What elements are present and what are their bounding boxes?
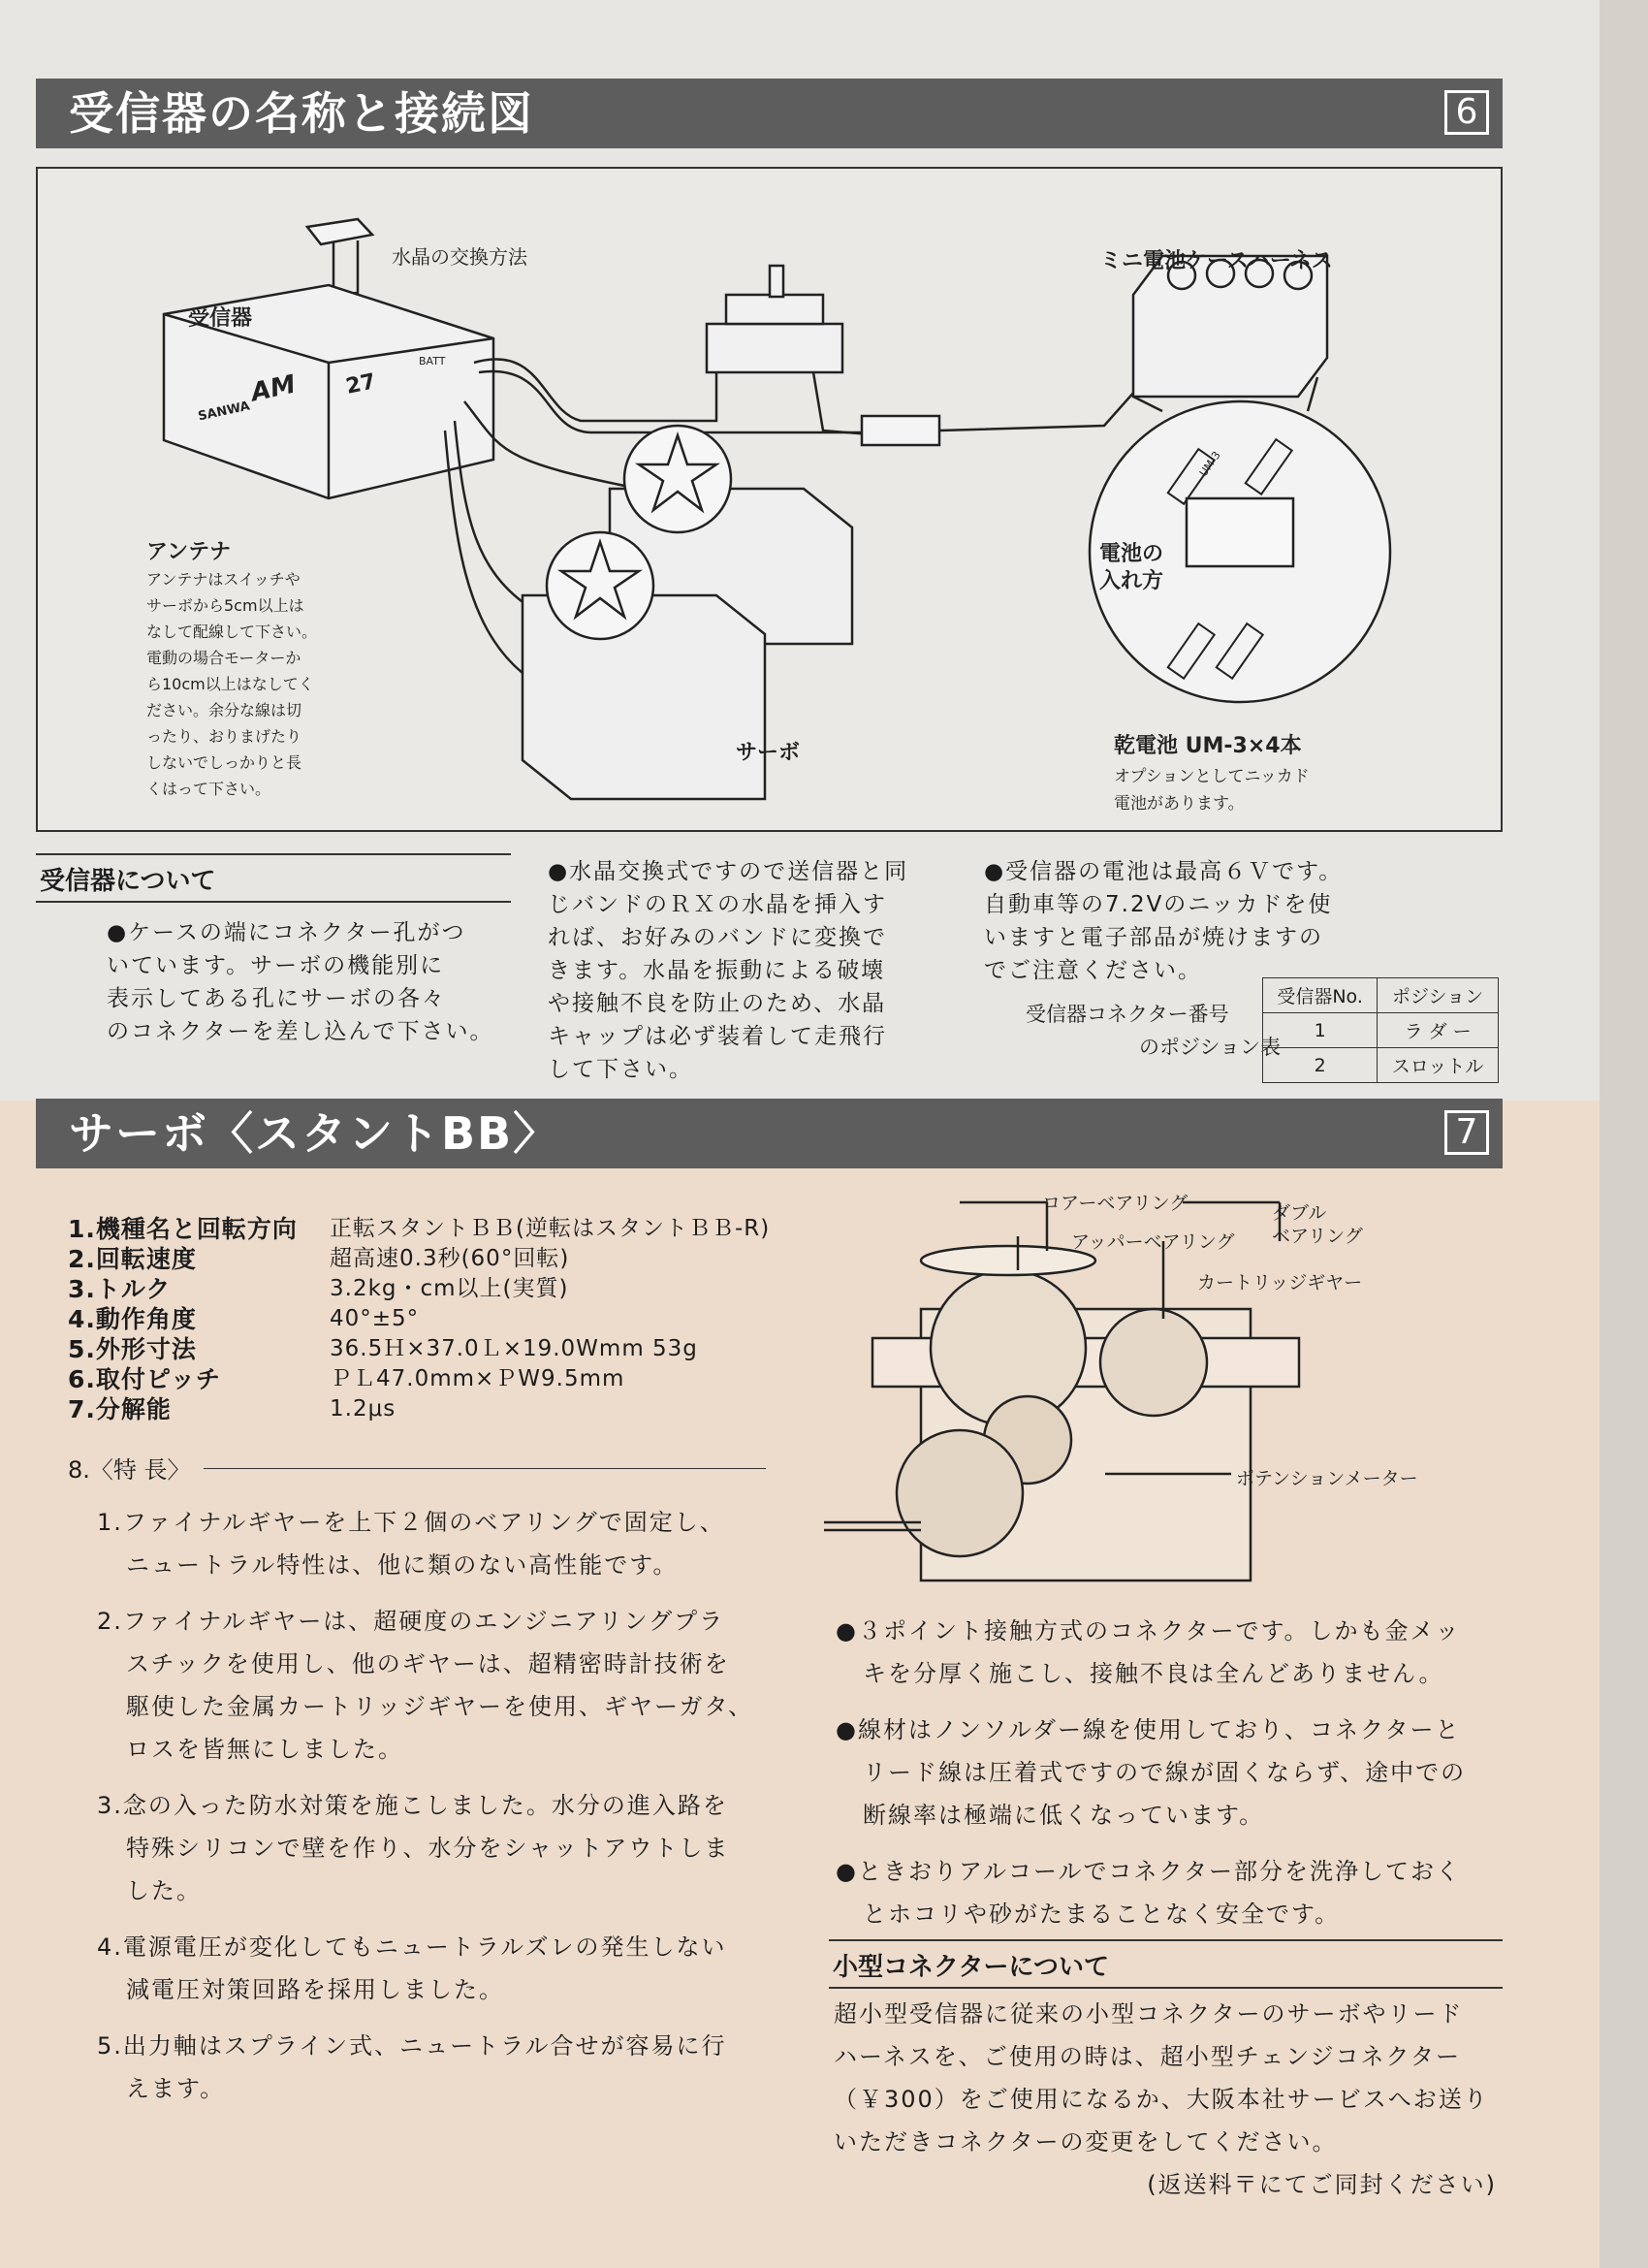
position-table-caption-1: 受信器コネクター番号 xyxy=(1026,1003,1229,1026)
position-table-caption-2: のポジション表 xyxy=(1139,1036,1282,1059)
feature-item xyxy=(97,1926,776,2011)
spec-value: 3.2kg・cm以上(実質) xyxy=(330,1276,569,1301)
text-line: 駆使した金属カートリッジギヤーを使用、ギヤーガタ、 xyxy=(126,1693,754,1720)
text-line: ハーネスを、ご使用の時は、超小型チェンジコネクター xyxy=(834,2043,1461,2070)
text-line: ロスを皆無にしました。 xyxy=(126,1736,403,1763)
spec-row xyxy=(68,1304,770,1334)
spec-row xyxy=(68,1364,770,1394)
battery-cell-mark: UM-3 xyxy=(1196,449,1223,479)
text-line: 特殊シリコンで壁を作り、水分をシャットアウトしま xyxy=(126,1835,730,1862)
table-cell: 2 xyxy=(1263,1048,1378,1083)
antenna-label: アンテナ xyxy=(146,540,232,564)
table-header-cell: ポジション xyxy=(1378,978,1499,1013)
text-line: ●水晶交換式ですので送信器と同 xyxy=(548,859,909,884)
spec-value: 36.5Ｈ×37.0Ｌ×19.0Wmm 53g xyxy=(330,1336,698,1361)
feature-item xyxy=(97,2025,776,2110)
features-heading-rule xyxy=(204,1468,766,1469)
text-line: いただきコネクターの変更をしてください。 xyxy=(834,2128,1338,2156)
section-7-title: サーボ〈スタントBB〉 xyxy=(69,1107,560,1160)
antenna-note-line: ださい。余分な線は切 xyxy=(146,701,302,719)
receiver-bullet-3 xyxy=(984,855,1488,987)
text-line: 5.出力軸はスプライン式、ニュートラル合せが容易に行 xyxy=(97,2032,727,2060)
text-line: 1.ファイナルギヤーを上下２個のベアリングで固定し、 xyxy=(97,1509,725,1536)
spec-key: 3.トルク xyxy=(68,1275,172,1303)
antenna-note-line: ったり、おりまげたり xyxy=(146,727,302,746)
connection-diagram xyxy=(36,167,1503,832)
antenna-note-line: 電動の場合モーターか xyxy=(146,649,301,667)
text-line: えます。 xyxy=(126,2075,226,2102)
text-line: でご注意ください。 xyxy=(984,958,1202,983)
batt-mark: BATT xyxy=(419,355,446,367)
table-row xyxy=(1263,1013,1499,1048)
small-connector-heading: 小型コネクターについて xyxy=(829,1939,1503,1989)
receiver-brand-mark: AM xyxy=(248,369,299,408)
dry-battery-note-1: オプションとしてニッカド xyxy=(1114,767,1310,786)
spec-row xyxy=(68,1394,770,1424)
text-line: 表示してある孔にサーボの各々 xyxy=(107,986,446,1011)
connector-bullets xyxy=(836,1610,1505,1949)
upper-bearing-label: アッパーベアリング xyxy=(1071,1231,1235,1253)
text-line: スチックを使用し、他のギヤーは、超精密時計技術を xyxy=(126,1650,730,1677)
antenna-note-line: しないでしっかりと長 xyxy=(146,753,302,772)
feature-item xyxy=(97,1501,776,1586)
antenna-note-line: ら10cm以上はなしてく xyxy=(146,675,314,693)
text-line: ●ケースの端にコネクター孔がつ xyxy=(107,920,466,945)
position-table xyxy=(1262,977,1499,1083)
table-row xyxy=(1263,1048,1499,1083)
spec-value: 1.2μs xyxy=(330,1396,396,1421)
section-6-number: 6 xyxy=(1444,90,1489,135)
receiver-label: 受信器 xyxy=(188,306,253,331)
spec-key: 7.分解能 xyxy=(68,1395,172,1423)
dry-battery-label: 乾電池 UM-3×4本 xyxy=(1114,734,1302,758)
spec-value: 40°±5° xyxy=(330,1306,420,1331)
receiver-logo-mark: SANWA xyxy=(197,399,252,425)
text-line: ニュートラル特性は、他に類のない高性能です。 xyxy=(126,1551,679,1579)
spec-key: 4.動作角度 xyxy=(68,1305,197,1333)
battery-case-label: ミニ電池ケースハーネス xyxy=(1100,249,1333,273)
text-line: きます。水晶を振動による破壊 xyxy=(548,958,886,983)
antenna-note-line: くはって下さい。 xyxy=(146,780,271,798)
spec-row xyxy=(68,1244,770,1274)
text-line: 自動車等の7.2Vのニッカドを使 xyxy=(984,892,1333,917)
table-cell: スロットル xyxy=(1378,1048,1499,1083)
small-connector-body xyxy=(834,1993,1503,2206)
spec-value: ＰＬ47.0mm×ＰW9.5mm xyxy=(330,1366,625,1391)
text-line: （￥300）をご使用になるか、大阪本社サービスへお送り xyxy=(834,2086,1489,2113)
servo-label: サーボ xyxy=(736,741,801,765)
text-line: ●ときおりアルコールでコネクター部分を洗浄しておく xyxy=(836,1858,1462,1885)
text-line: や接触不良を防止のため、水晶 xyxy=(548,991,887,1016)
page-edge-shadow xyxy=(1600,0,1648,2268)
table-cell: ラ ダ ー xyxy=(1378,1013,1499,1048)
battery-insert-label-2: 入れ方 xyxy=(1099,569,1164,593)
spec-key: 5.外形寸法 xyxy=(68,1335,197,1363)
text-line: リード線は圧着式ですので線が固くならず、途中での xyxy=(863,1759,1467,1786)
table-header-cell: 受信器No. xyxy=(1263,978,1378,1013)
features-heading: 8.〈特 長〉 xyxy=(68,1456,191,1484)
spec-row xyxy=(68,1214,770,1244)
text-line: いますと電子部品が焼けますの xyxy=(984,925,1323,950)
section-7-number: 7 xyxy=(1444,1110,1489,1155)
receiver-channel-mark: 27 xyxy=(343,369,378,399)
text-line: キャップは必ず装着して走飛行 xyxy=(548,1024,887,1049)
receiver-about-heading: 受信器について xyxy=(36,853,511,903)
dry-battery-note-2: 電池があります。 xyxy=(1114,794,1245,814)
text-line: 断線率は極端に低くなっています。 xyxy=(863,1802,1265,1829)
text-line: じバンドのＲＸの水晶を挿入す xyxy=(548,892,887,917)
text-line: とホコリや砂がたまることなく安全です。 xyxy=(863,1901,1341,1928)
spec-row xyxy=(68,1334,770,1364)
spec-row xyxy=(68,1274,770,1304)
text-line: 3.念の入った防水対策を施こしました。水分の進入路を xyxy=(97,1792,728,1819)
lower-bearing-label: ロアーベアリング xyxy=(1042,1193,1188,1214)
receiver-bullet-1 xyxy=(107,916,533,1048)
cartridge-gear-label: カートリッジギヤー xyxy=(1197,1272,1363,1294)
spec-value: 正転スタントＢＢ(逆転はスタントＢＢ-R) xyxy=(330,1216,771,1241)
receiver-bullet-2 xyxy=(548,855,974,1086)
text-line: 減電圧対策回路を採用しました。 xyxy=(126,1976,504,2003)
text-line: キを分厚く施こし、接触不良は全んどありません。 xyxy=(863,1660,1444,1687)
battery-insert-label-1: 電池の xyxy=(1099,542,1164,566)
bullet-item xyxy=(836,1850,1505,1935)
potentiometer-label: ポテンションメーター xyxy=(1236,1468,1418,1489)
double-bearing-label-1: ダブル xyxy=(1272,1202,1327,1224)
bullet-item xyxy=(836,1709,1505,1837)
antenna-note-line: なして配線して下さい。 xyxy=(146,623,318,641)
text-line: 2.ファイナルギヤーは、超硬度のエンジニアリングプラ xyxy=(97,1608,725,1635)
text-line: れば、お好みのバンドに変換で xyxy=(548,925,887,950)
feature-item xyxy=(97,1600,776,1771)
spec-key: 1.機種名と回転方向 xyxy=(68,1215,298,1243)
antenna-note-line: サーボから5cm以上は xyxy=(146,596,304,615)
table-cell: 1 xyxy=(1263,1013,1378,1048)
text-line: ●受信器の電池は最高６Ｖです。 xyxy=(984,859,1344,884)
text-line: のコネクターを差し込んで下さい。 xyxy=(107,1019,494,1044)
text-line: した。 xyxy=(126,1877,202,1904)
text-line: 超小型受信器に従来の小型コネクターのサーボやリード xyxy=(834,2000,1464,2028)
text-line: して下さい。 xyxy=(548,1057,693,1082)
crystal-exchange-label: 水晶の交換方法 xyxy=(392,245,527,269)
return-postage-note: (返送料〒にてご同封ください) xyxy=(1147,2171,1497,2198)
antenna-note xyxy=(146,566,379,802)
text-line: 4.電源電圧が変化してもニュートラルズレの発生しない xyxy=(97,1933,727,1961)
text-line: ●線材はノンソルダー線を使用しており、コネクターと xyxy=(836,1716,1461,1743)
section-6-header xyxy=(36,79,1503,148)
features-list xyxy=(97,1501,776,2124)
section-6-title: 受信器の名称と接続図 xyxy=(69,87,534,140)
section-7-header xyxy=(36,1099,1503,1168)
spec-key: 2.回転速度 xyxy=(68,1245,197,1273)
double-bearing-label-2: ベアリング xyxy=(1272,1226,1363,1247)
feature-item xyxy=(97,1784,776,1912)
spec-value: 超高速0.3秒(60°回転) xyxy=(330,1246,570,1271)
spec-key: 6.取付ピッチ xyxy=(68,1365,221,1393)
table-header-row xyxy=(1263,978,1499,1013)
antenna-note-line: アンテナはスイッチや xyxy=(146,570,301,589)
text-line: いています。サーボの機能別に xyxy=(107,953,445,978)
text-line: ●３ポイント接触方式のコネクターです。しかも金メッ xyxy=(836,1617,1461,1645)
bullet-item xyxy=(836,1610,1505,1695)
servo-spec-list xyxy=(68,1214,770,1424)
